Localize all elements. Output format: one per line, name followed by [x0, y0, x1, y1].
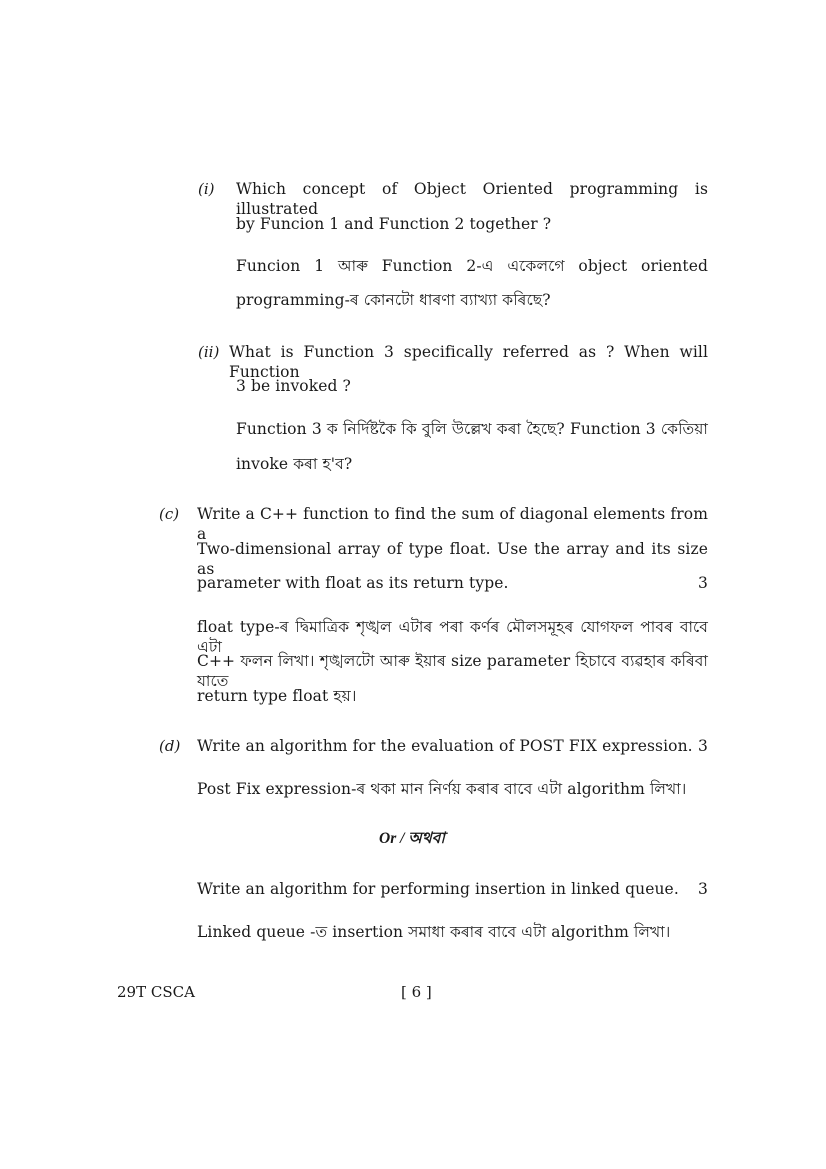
question-d-alt-marks: 3	[698, 880, 708, 898]
question-label-i: (i)	[198, 180, 215, 198]
question-i-assamese-line-1: Funcion 1 আৰু Function 2-এ একেলগে object oriented	[236, 257, 708, 275]
question-ii-english-line-2: 3 be invoked ?	[236, 377, 351, 395]
question-d-alt-english-line-1: Write an algorithm for performing insertion in linked queue.	[197, 880, 679, 898]
question-c-assamese-line-3: return type float হয়।	[197, 687, 357, 705]
question-label-c: (c)	[159, 505, 180, 523]
question-label-d: (d)	[159, 737, 181, 755]
paper-code: 29T CSCA	[117, 983, 195, 1001]
question-i-english-line-2: by Funcion 1 and Function 2 together ?	[236, 215, 552, 233]
question-c-marks: 3	[698, 574, 708, 592]
question-c-english-line-3: parameter with float as its return type.	[197, 574, 509, 592]
question-ii-english-line-1: What is Function 3 specifically referred as ? When will Function	[229, 343, 708, 381]
question-ii-assamese-line-2: invoke কৰা হ'ব?	[236, 455, 353, 473]
page-number: [ 6 ]	[401, 983, 432, 1001]
question-i-english-line-1: Which concept of Object Oriented programming is illustrated	[236, 180, 708, 218]
question-d-marks: 3	[698, 737, 708, 755]
question-ii-assamese-line-1: Function 3 ক নিৰ্দিষ্টকৈ কি বুলি উল্লেখ কৰা হৈছে? Function 3 কেতিয়া	[236, 420, 708, 438]
question-c-assamese-line-1: float type-ৰ দ্বিমাত্ৰিক শৃঙ্খল এটাৰ পৰা কৰ্ণৰ মৌলসমূহৰ যোগফল পাবৰ বাবে এটা	[197, 618, 708, 656]
question-c-english-line-1: Write a C++ function to find the sum of diagonal elements from a	[197, 505, 708, 543]
question-c-english-line-2: Two-dimensional array of type float. Use the array and its size as	[197, 540, 708, 578]
question-label-ii: (ii)	[198, 343, 220, 361]
or-separator: Or / অথবা	[379, 830, 445, 847]
question-d-alt-assamese-line-1: Linked queue -ত insertion সমাধা কৰাৰ বাবে এটা algorithm লিখা।	[197, 923, 671, 941]
question-i-assamese-line-2: programming-ৰ কোনটো ধাৰণা ব্যাখ্যা কৰিছে?	[236, 291, 551, 309]
question-d-english-line-1: Write an algorithm for the evaluation of POST FIX expression.	[197, 737, 693, 755]
question-d-assamese-line-1: Post Fix expression-ৰ থকা মান নিৰ্ণয় কৰাৰ বাবে এটা algorithm লিখা।	[197, 780, 687, 798]
question-c-assamese-line-2: C++ ফলন লিখা। শৃঙ্খলটো আৰু ইয়াৰ size parameter হিচাবে ব্যৱহাৰ কৰিবা যাতে	[197, 652, 708, 690]
